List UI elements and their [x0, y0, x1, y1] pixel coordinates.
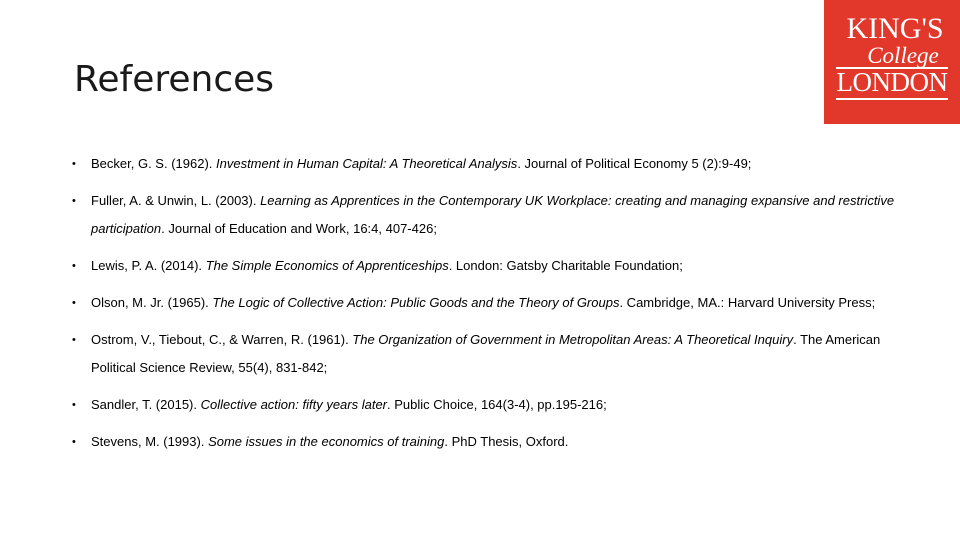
reference-item: [72, 289, 922, 317]
reference-source: . The American Political Science Review, 55(4), 831-842;: [91, 332, 881, 375]
reference-item: [72, 326, 922, 382]
reference-item: [72, 187, 922, 243]
kings-college-london-logo: [824, 0, 960, 124]
reference-title: Investment in Human Capital: A Theoretical Analysis: [216, 156, 518, 171]
bullet-icon: •: [72, 297, 76, 309]
reference-title: The Simple Economics of Apprenticeships: [205, 258, 449, 273]
reference-authors: Becker, G. S. (1962).: [91, 156, 216, 171]
reference-authors: Olson, M. Jr. (1965).: [91, 295, 213, 310]
reference-title: The Logic of Collective Action: Public Goods and the Theory of Groups: [212, 295, 620, 310]
reference-title: Collective action: fifty years later: [200, 397, 388, 412]
logo-underline: [836, 98, 948, 100]
slide-title: References: [74, 59, 275, 100]
reference-item: [72, 428, 922, 456]
reference-item: [72, 150, 922, 178]
logo-college-text: College: [867, 43, 939, 68]
reference-item: [72, 391, 922, 419]
reference-item: [72, 252, 922, 280]
reference-authors: Lewis, P. A. (2014).: [91, 258, 206, 273]
reference-list: [72, 150, 922, 465]
bullet-icon: •: [72, 260, 76, 272]
reference-source: . London: Gatsby Charitable Foundation;: [448, 258, 683, 273]
reference-title: Some issues in the economics of training: [208, 434, 445, 449]
logo-london-text: LONDON: [836, 67, 948, 97]
reference-authors: Fuller, A. & Unwin, L. (2003).: [91, 193, 261, 208]
bullet-icon: •: [72, 158, 76, 170]
reference-source: . Cambridge, MA.: Harvard University Press;: [619, 295, 876, 310]
logo-kings-text: KING'S: [846, 12, 944, 45]
reference-source: . Journal of Political Economy 5 (2):9-49;: [517, 156, 752, 171]
bullet-icon: •: [72, 334, 76, 346]
reference-title: The Organization of Government in Metropolitan Areas: A Theoretical Inquiry: [352, 332, 794, 347]
bullet-icon: •: [72, 436, 76, 448]
reference-authors: Sandler, T. (2015).: [91, 397, 201, 412]
bullet-icon: •: [72, 399, 76, 411]
bullet-icon: •: [72, 195, 76, 207]
reference-source: . Public Choice, 164(3-4), pp.195-216;: [387, 397, 607, 412]
reference-source: . PhD Thesis, Oxford.: [444, 434, 569, 449]
reference-authors: Ostrom, V., Tiebout, C., & Warren, R. (1961).: [91, 332, 353, 347]
reference-authors: Stevens, M. (1993).: [91, 434, 209, 449]
reference-source: . Journal of Education and Work, 16:4, 407-426;: [161, 221, 437, 236]
reference-title: Learning as Apprentices in the Contemporary UK Workplace: creating and managing expansive and restrictive participation: [91, 193, 895, 236]
